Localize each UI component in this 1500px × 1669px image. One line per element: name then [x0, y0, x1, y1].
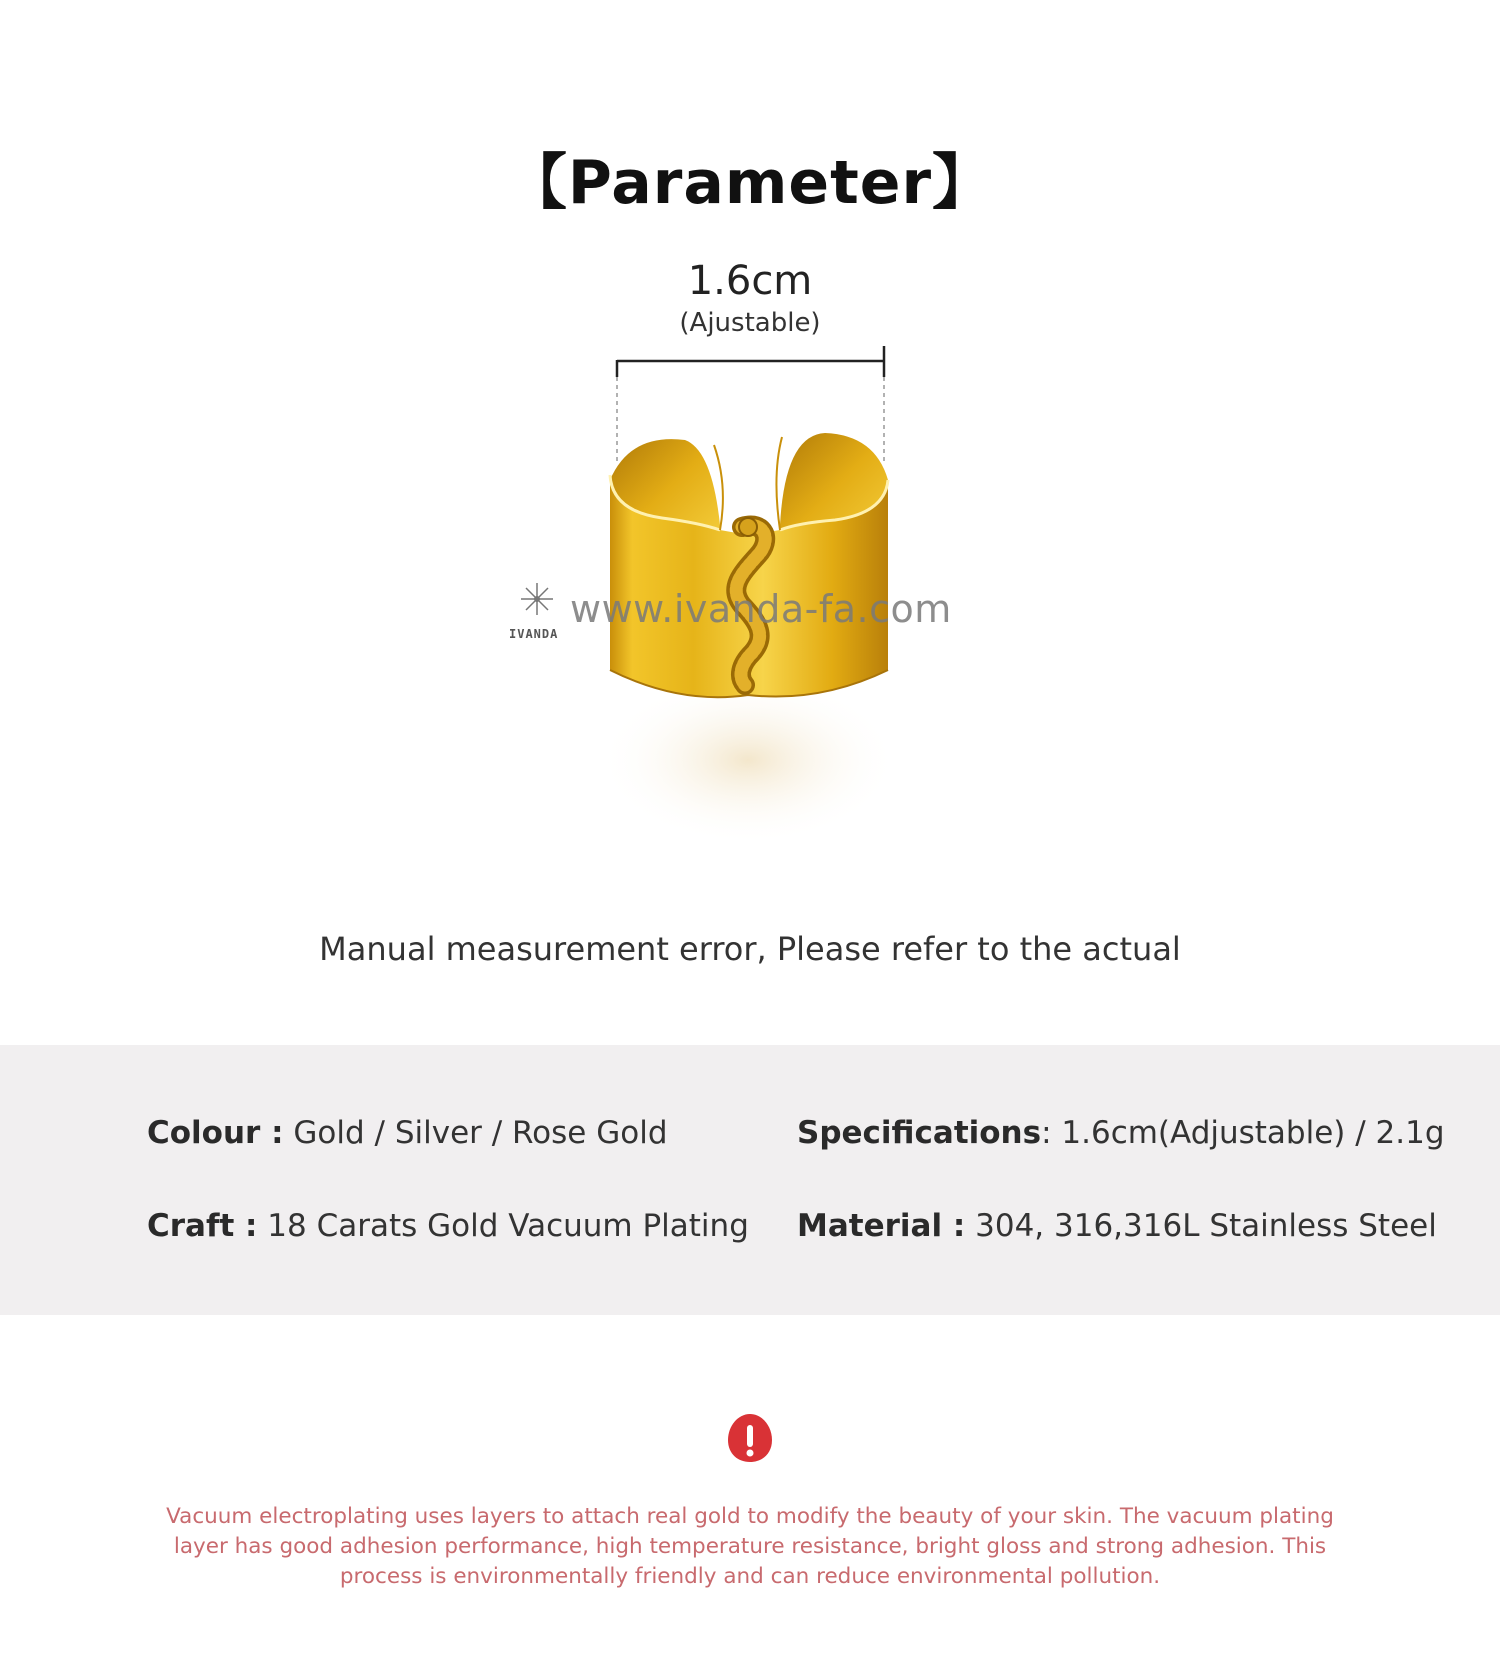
spec-craft — [147, 1208, 749, 1244]
spec-specifications-label: Specifications — [797, 1115, 1042, 1151]
watermark-brand: IVANDA — [509, 627, 559, 641]
ring-width-value: 1.6cm — [687, 258, 813, 304]
spec-colour-label: Colour : — [147, 1115, 284, 1151]
ring-width-note: (Ajustable) — [679, 308, 821, 338]
spec-material-value: 304, 316,316L Stainless Steel — [965, 1208, 1437, 1244]
watermark-url: www.ivanda-fa.com — [570, 587, 952, 631]
spec-material-label: Material : — [797, 1208, 966, 1244]
watermark — [505, 585, 1005, 645]
warning-exclamation-icon — [726, 1412, 774, 1464]
spec-craft-label: Craft : — [147, 1208, 258, 1244]
plating-notice: Vacuum electroplating uses layers to attach real gold to modify the beauty of your skin. The vacuum plating layer has good adhesion performance, high temperature resistance, bright gloss and strong adhesion. This process is environmentally friendly and can reduce environmental pollution. — [166, 1504, 1334, 1589]
spec-material — [797, 1208, 1437, 1244]
spec-specifications — [797, 1115, 1445, 1151]
page-title: 【Parameter】 — [506, 148, 994, 218]
star-burst-icon — [517, 579, 557, 623]
spec-colour-value: Gold / Silver / Rose Gold — [283, 1115, 668, 1151]
spec-specifications-value: : 1.6cm(Adjustable) / 2.1g — [1041, 1115, 1445, 1151]
spec-panel — [0, 1045, 1500, 1315]
measurement-disclaimer: Manual measurement error, Please refer to the actual — [319, 930, 1181, 968]
spec-craft-value: 18 Carats Gold Vacuum Plating — [257, 1208, 749, 1244]
spec-colour — [147, 1115, 668, 1151]
